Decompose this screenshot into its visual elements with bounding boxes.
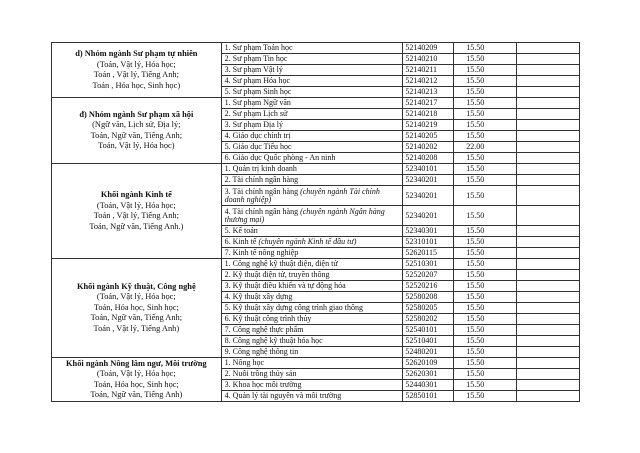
cutoff-score: 15.50 <box>454 347 517 358</box>
empty-cell <box>517 186 580 206</box>
group-subjects: Toán , Hóa học, Sinh học) <box>92 80 181 90</box>
major-code: 52140212 <box>403 76 454 87</box>
major-name-cell <box>221 259 403 270</box>
cutoff-score: 15.50 <box>454 87 517 98</box>
cutoff-score: 15.50 <box>454 120 517 131</box>
cutoff-score: 15.50 <box>454 206 517 226</box>
cutoff-score: 15.50 <box>454 391 517 402</box>
major-name-cell <box>221 270 403 281</box>
group-subjects: (Toán, Vật lý, Hóa học; <box>96 292 176 302</box>
major-name: 7. Kinh tế nông nghiệp <box>224 248 299 257</box>
empty-cell <box>517 131 580 142</box>
group-subjects: Toán, Ngữ văn, Tiếng Anh; <box>90 130 183 140</box>
cutoff-score: 15.50 <box>454 380 517 391</box>
cutoff-score: 15.50 <box>454 314 517 325</box>
group-subjects: Toán, Hóa học, Sinh học; <box>93 379 179 389</box>
major-name-cell <box>221 120 403 131</box>
group-title: d) Nhóm ngành Sư phạm tự nhiên <box>75 49 198 58</box>
empty-cell <box>517 314 580 325</box>
major-name-cell <box>221 314 403 325</box>
empty-cell <box>517 369 580 380</box>
group-subjects: Toán, Ngữ văn, Tiếng Anh) <box>90 390 183 399</box>
cutoff-score: 15.50 <box>454 43 517 54</box>
major-name: 2. Sư phạm Lịch sử <box>224 109 288 118</box>
empty-cell <box>517 259 580 270</box>
major-name-cell <box>221 43 403 54</box>
cutoff-score: 15.50 <box>454 270 517 281</box>
cutoff-score: 15.50 <box>454 153 517 164</box>
major-name-cell <box>221 206 403 226</box>
major-name: 1. Nông học <box>224 358 264 367</box>
major-name: 9. Công nghệ thông tin <box>224 347 299 356</box>
major-name-cell <box>221 87 403 98</box>
major-code: 52580208 <box>403 292 454 303</box>
major-code: 52480201 <box>403 347 454 358</box>
cutoff-score: 22.00 <box>454 142 517 153</box>
major-name: 3. Tài chính ngân hàng <box>224 186 301 196</box>
major-name-cell <box>221 369 403 380</box>
empty-cell <box>517 164 580 175</box>
major-name: 4. Quản lý tài nguyên và môi trường <box>224 391 342 400</box>
major-name-cell <box>221 142 403 153</box>
group-cell <box>52 164 222 259</box>
cutoff-score: 15.50 <box>454 336 517 347</box>
major-name: 5. Sư phạm Sinh học <box>224 87 292 96</box>
major-name-cell <box>221 325 403 336</box>
major-name-cell <box>221 65 403 76</box>
major-name: 3. Kỹ thuật điều khiển và tự động hóa <box>224 281 346 290</box>
empty-cell <box>517 380 580 391</box>
major-name-cell <box>221 175 403 186</box>
major-name-cell <box>221 358 403 369</box>
group-subjects: (Ngữ văn, Lịch sử, Địa lý; <box>92 120 181 129</box>
cutoff-score: 15.50 <box>454 131 517 142</box>
group-cell <box>52 98 222 164</box>
empty-cell <box>517 303 580 314</box>
major-note: (chuyên ngành Kinh tế đầu tư) <box>258 237 357 246</box>
cutoff-score: 15.50 <box>454 76 517 87</box>
major-name-cell <box>221 292 403 303</box>
group-subjects: (Toán, Vật lý, Hóa học; <box>96 59 176 69</box>
empty-cell <box>517 358 580 369</box>
major-name: 2. Sư phạm Tin học <box>224 54 288 63</box>
group-cell <box>52 43 222 98</box>
major-name-cell <box>221 186 403 206</box>
cutoff-score: 15.50 <box>454 65 517 76</box>
major-name: 1. Sư phạm Toán học <box>224 43 293 52</box>
major-name: 4. Kỹ thuật xây dựng <box>224 292 293 301</box>
major-code: 52850101 <box>403 391 454 402</box>
major-code: 52510401 <box>403 336 454 347</box>
major-name: 3. Khoa học môi trường <box>224 380 302 389</box>
major-code: 52140213 <box>403 87 454 98</box>
empty-cell <box>517 120 580 131</box>
major-code: 52340201 <box>403 186 454 206</box>
empty-cell <box>517 87 580 98</box>
major-code: 52340201 <box>403 206 454 226</box>
cutoff-score: 15.50 <box>454 248 517 259</box>
major-code: 52620109 <box>403 358 454 369</box>
major-name: 6. Giáo dục Quốc phòng - An ninh <box>224 153 336 162</box>
major-name: 5. Giáo dục Tiểu học <box>224 142 292 151</box>
empty-cell <box>517 391 580 402</box>
major-name-cell <box>221 131 403 142</box>
empty-cell <box>517 142 580 153</box>
cutoff-score: 15.50 <box>454 325 517 336</box>
group-subjects: (Toán, Vật lý, Hóa học; <box>96 200 176 210</box>
major-name-cell <box>221 109 403 120</box>
cutoff-score: 15.50 <box>454 164 517 175</box>
table-body <box>52 43 640 402</box>
cutoff-score: 15.50 <box>454 259 517 270</box>
cutoff-score: 15.50 <box>454 98 517 109</box>
major-note: (chuyên ngành Tài chính doanh nghiệp) <box>224 186 380 204</box>
major-name: 2. Kỹ thuật điện tử, truyền thông <box>224 270 330 279</box>
group-cell <box>52 259 222 358</box>
major-name-cell <box>221 380 403 391</box>
major-name: 4. Sư phạm Hóa học <box>224 76 291 85</box>
empty-cell <box>517 98 580 109</box>
major-name: 1. Quản trị kinh doanh <box>224 164 297 173</box>
major-name: 1. Công nghệ kỹ thuật điện, điện tử <box>224 259 338 268</box>
major-code: 52520216 <box>403 281 454 292</box>
empty-cell <box>517 43 580 54</box>
major-name: 4. Giáo dục chính trị <box>224 131 291 140</box>
group-cell <box>52 358 222 402</box>
major-code: 52340301 <box>403 226 454 237</box>
empty-cell <box>517 336 580 347</box>
major-name: 3. Sư phạm Vật lý <box>224 65 283 74</box>
cutoff-score: 15.50 <box>454 226 517 237</box>
empty-cell <box>517 248 580 259</box>
table-row <box>52 259 640 270</box>
major-name-cell <box>221 76 403 87</box>
major-code: 52540101 <box>403 325 454 336</box>
group-subjects: Toán, Vật lý, Hóa học) <box>98 141 175 150</box>
major-name: 3. Sư phạm Địa lý <box>224 120 284 129</box>
empty-cell <box>517 281 580 292</box>
major-name-cell <box>221 54 403 65</box>
major-name-cell <box>221 347 403 358</box>
group-subjects: Toán , Vật lý, Tiếng Anh; <box>93 70 179 79</box>
empty-cell <box>517 175 580 186</box>
major-code: 52140219 <box>403 120 454 131</box>
major-code: 52140217 <box>403 98 454 109</box>
group-subjects: Toán, Ngữ văn, Tiếng Anh.) <box>89 221 184 231</box>
group-subjects: (Toán, Vật lý, Hóa học; <box>96 369 176 378</box>
empty-cell <box>517 347 580 358</box>
major-code: 52140208 <box>403 153 454 164</box>
empty-cell <box>517 76 580 87</box>
group-subjects: Toán, Hóa học, Sinh học; <box>93 302 179 312</box>
major-name: 5. Kỹ thuật xây dựng công trình giao thông <box>224 303 363 312</box>
cutoff-score: 15.50 <box>454 109 517 120</box>
major-code: 52310101 <box>403 237 454 248</box>
major-code: 52510301 <box>403 259 454 270</box>
empty-cell <box>517 109 580 120</box>
major-name-cell <box>221 248 403 259</box>
major-code: 52340201 <box>403 175 454 186</box>
table-row <box>52 358 640 369</box>
major-code: 52140202 <box>403 142 454 153</box>
empty-cell <box>517 325 580 336</box>
major-name: 7. Công nghệ thực phẩm <box>224 325 304 334</box>
major-name: 2. Tài chính ngân hàng <box>224 175 299 184</box>
major-code: 52580205 <box>403 303 454 314</box>
group-subjects: Toán, Ngữ văn, Tiếng Anh; <box>90 313 183 323</box>
group-title: Khối ngành Nông lâm ngư, Môi trường <box>66 358 207 368</box>
cutoff-score: 15.50 <box>454 175 517 186</box>
empty-cell <box>517 237 580 248</box>
empty-cell <box>517 65 580 76</box>
major-code: 52440301 <box>403 380 454 391</box>
cutoff-score: 15.50 <box>454 237 517 248</box>
major-code: 52520207 <box>403 270 454 281</box>
major-code: 52620115 <box>403 248 454 259</box>
group-title: Khối ngành Kinh tế <box>100 190 172 199</box>
group-title: Khối ngành Kỹ thuật, Công nghệ <box>76 281 196 291</box>
major-name-cell <box>221 303 403 314</box>
major-code: 52140211 <box>403 65 454 76</box>
major-name-cell <box>221 226 403 237</box>
cutoff-score: 15.50 <box>454 281 517 292</box>
empty-cell <box>517 153 580 164</box>
major-name: 8. Công nghệ kỹ thuật hóa học <box>224 336 323 345</box>
major-code: 52140205 <box>403 131 454 142</box>
major-code: 52620301 <box>403 369 454 380</box>
cutoff-score: 15.50 <box>454 303 517 314</box>
major-name-cell <box>221 164 403 175</box>
empty-cell <box>517 270 580 281</box>
admission-score-table <box>51 42 640 402</box>
major-name: 6. Kinh tế <box>224 237 259 246</box>
empty-cell <box>517 226 580 237</box>
table-row <box>52 164 640 175</box>
empty-cell <box>517 54 580 65</box>
major-name-cell <box>221 153 403 164</box>
major-code: 52340101 <box>403 164 454 175</box>
group-title: đ) Nhóm ngành Sư phạm xã hội <box>79 109 194 119</box>
major-name-cell <box>221 391 403 402</box>
empty-cell <box>517 206 580 226</box>
major-name: 5. Kế toán <box>224 226 258 235</box>
major-name: 1. Sư phạm Ngữ văn <box>224 98 291 107</box>
major-code: 52140209 <box>403 43 454 54</box>
group-subjects: Toán , Vật lý, Tiếng Anh; <box>93 211 179 220</box>
major-name: 6. Kỹ thuật công trình thủy <box>224 314 312 323</box>
table-row <box>52 43 640 54</box>
major-name: 4. Tài chính ngân hàng <box>224 206 301 216</box>
major-name: 2. Nuôi trồng thủy sản <box>224 369 297 378</box>
major-code: 52140210 <box>403 54 454 65</box>
major-name-cell <box>221 98 403 109</box>
major-note: (chuyên ngành Ngân hàng thương mại) <box>224 206 385 224</box>
group-subjects: Toán , Vật lý, Tiếng Anh) <box>93 323 180 333</box>
table-row <box>52 98 640 109</box>
major-code: 52140218 <box>403 109 454 120</box>
major-name-cell <box>221 237 403 248</box>
cutoff-score: 15.50 <box>454 186 517 206</box>
major-code: 52580202 <box>403 314 454 325</box>
major-name-cell <box>221 281 403 292</box>
cutoff-score: 15.50 <box>454 54 517 65</box>
major-name-cell <box>221 336 403 347</box>
cutoff-score: 15.50 <box>454 369 517 380</box>
empty-cell <box>517 292 580 303</box>
cutoff-score: 15.50 <box>454 358 517 369</box>
cutoff-score: 15.50 <box>454 292 517 303</box>
